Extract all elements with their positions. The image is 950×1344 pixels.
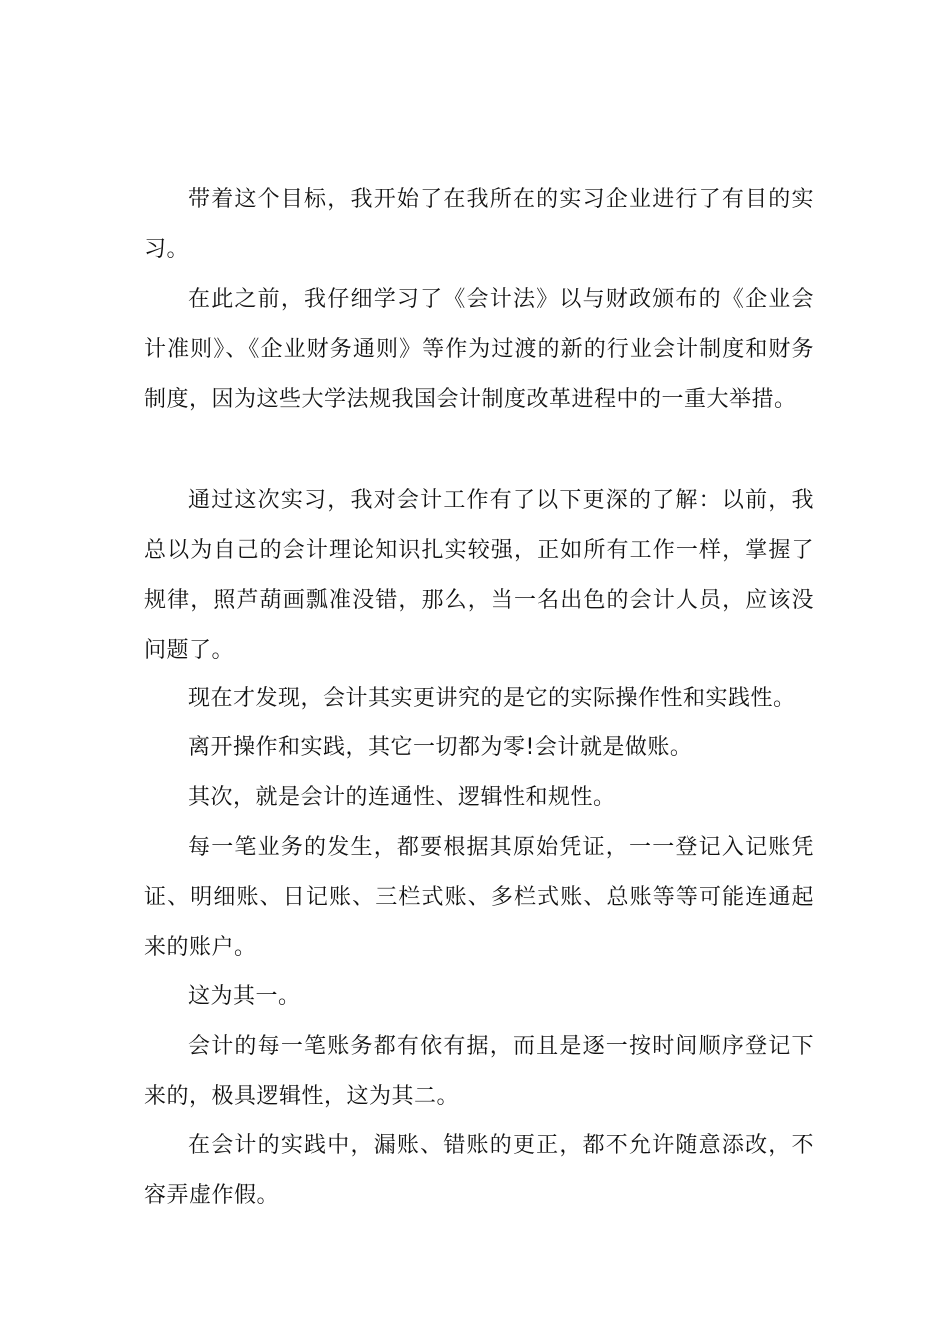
paragraph: 通过这次实习，我对会计工作有了以下更深的了解：以前，我总以为自己的会计理论知识扎实较强，正如所有工作一样，掌握了规律，照芦葫画瓢准没错，那么，当一名出色的会计人员，应该没问题了。 — [144, 488, 814, 663]
paragraph: 现在才发现，会计其实更讲究的是它的实际操作性和实践性。 — [188, 686, 796, 711]
paragraph: 离开操作和实践，其它一切都为零!会计就是做账。 — [188, 735, 693, 760]
paragraph: 会计的每一笔账务都有依有据，而且是逐一按时间顺序登记下来的，极具逻辑性，这为其二。 — [144, 1034, 814, 1109]
paragraph: 每一笔业务的发生，都要根据其原始凭证，一一登记入记账凭证、明细账、日记账、三栏式账、多栏式账、总账等等可能连通起来的账户。 — [144, 835, 814, 960]
paragraph: 带着这个目标，我开始了在我所在的实习企业进行了有目的实习。 — [144, 187, 814, 262]
paragraph: 在会计的实践中，漏账、错账的更正，都不允许随意添改，不容弄虚作假。 — [144, 1133, 814, 1208]
paragraph: 其次，就是会计的连通性、逻辑性和规性。 — [188, 785, 616, 810]
paragraph: 在此之前，我仔细学习了《会计法》以与财政颁布的《企业会计准则》、《企业财务通则》等作为过渡的新的行业会计制度和财务制度，因为这些大学法规我国会计制度改革进程中的一重大举措。 — [144, 287, 814, 412]
paragraph: 这为其一。 — [188, 984, 301, 1009]
